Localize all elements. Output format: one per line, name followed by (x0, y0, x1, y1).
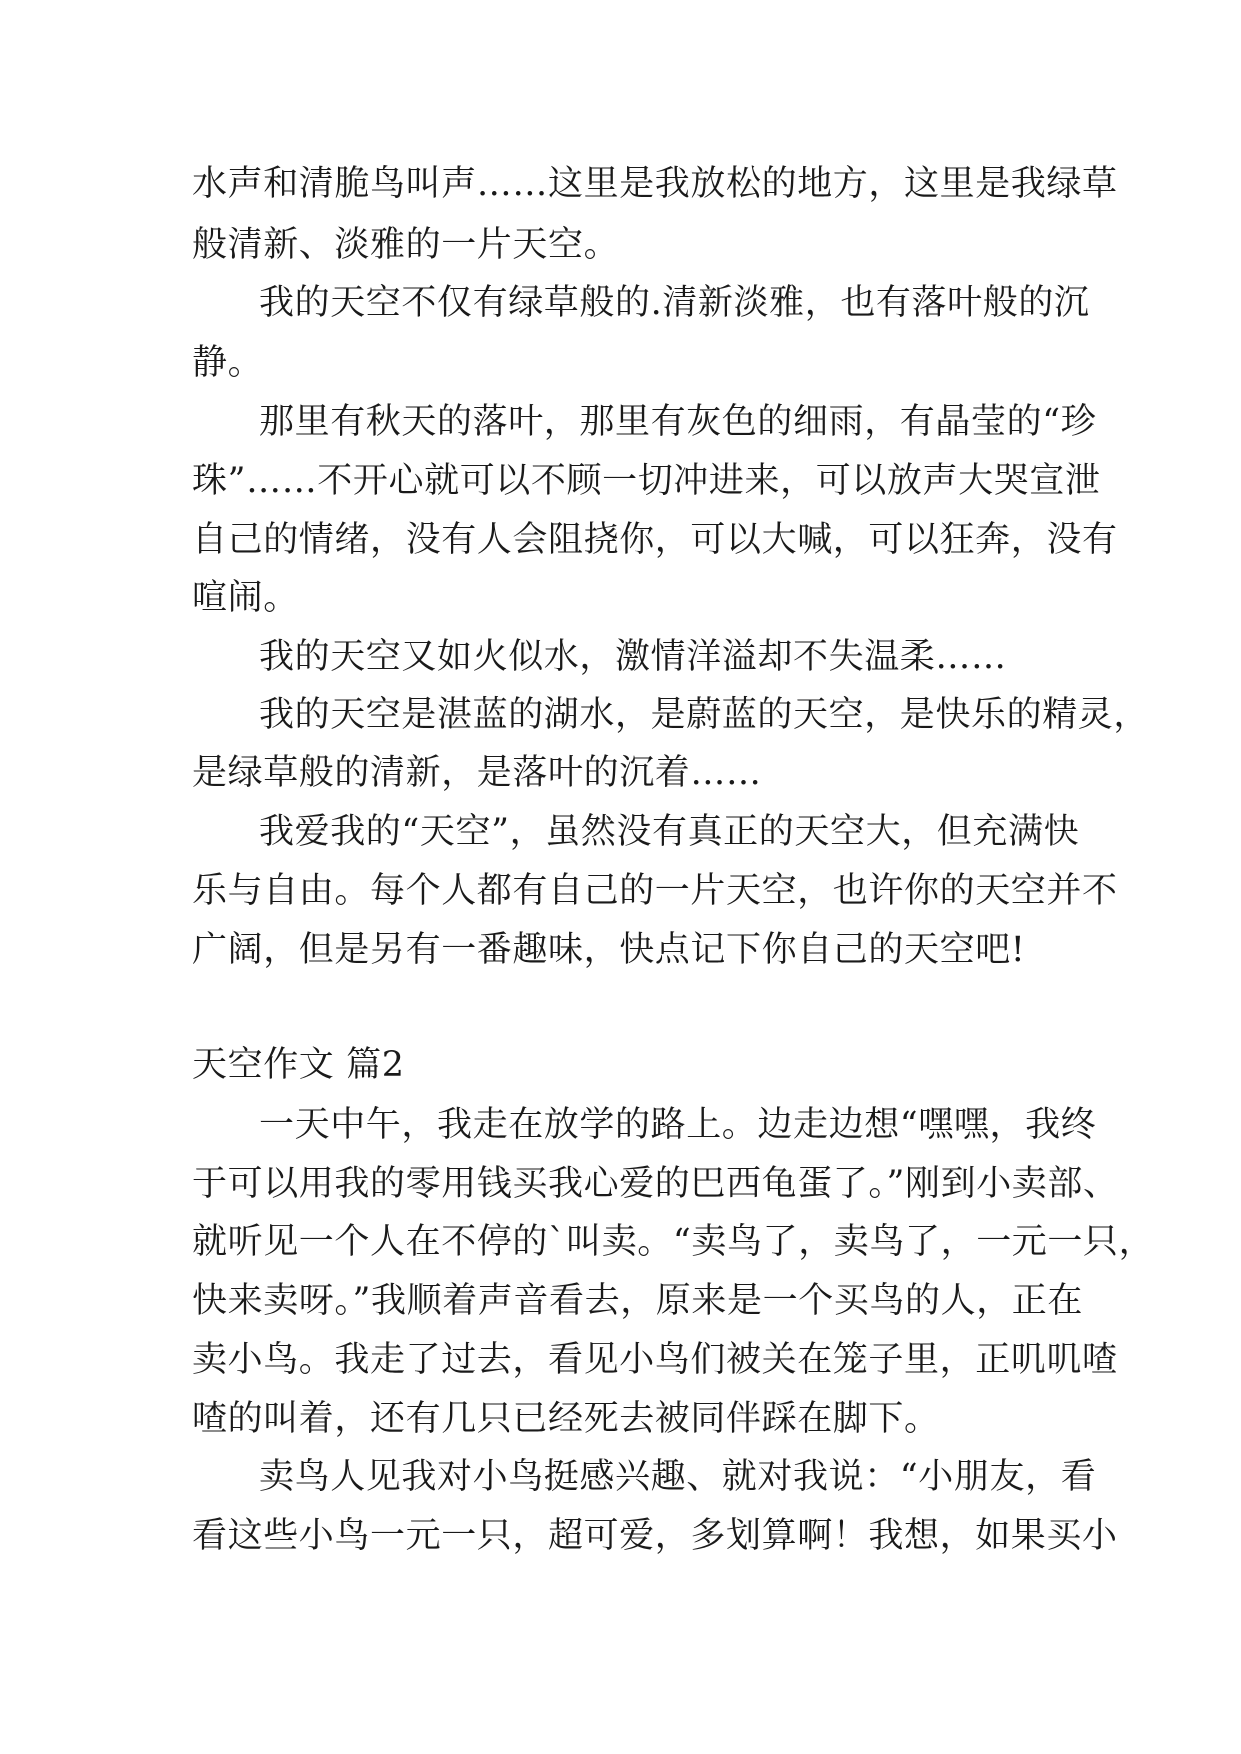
text-line: 静。 (192, 343, 264, 383)
text-line: 快来卖呀。”我顺着声音看去，原来是一个买鸟的人，正在 (192, 1281, 1083, 1321)
section-heading: 天空作文 篇2 (192, 1045, 405, 1085)
text-line: 自己的情绪，没有人会阻挠你，可以大喊，可以狂奔，没有 (192, 520, 1118, 560)
text-line: 喳的叫着，还有几只已经死去被同伴踩在脚下。 (192, 1399, 940, 1439)
text-line: 卖小鸟。我走了过去，看见小鸟们被关在笼子里，正叽叽喳 (192, 1340, 1118, 1380)
paragraph-start-line: 那里有秋天的落叶，那里有灰色的细雨，有晶莹的“珍 (259, 402, 1097, 442)
paragraph-start-line: 我的天空不仅有绿草般的.清新淡雅，也有落叶般的沉 (259, 283, 1090, 323)
text-line: 广阔，但是另有一番趣味，快点记下你自己的天空吧! (192, 930, 1026, 970)
text-line: 喧闹。 (192, 578, 299, 618)
text-line: 就听见一个人在不停的`叫卖。“卖鸟了，卖鸟了，一元一只， (192, 1222, 1155, 1262)
text-line: 乐与自由。每个人都有自己的一片天空，也许你的天空并不 (192, 871, 1118, 911)
paragraph-start-line: 我爱我的“天空”，虽然没有真正的天空大，但充满快 (259, 812, 1080, 852)
paragraph-start-line: 一天中午，我走在放学的路上。边走边想“嘿嘿，我终 (259, 1105, 1097, 1145)
paragraph-start-line: 我的天空又如火似水，激情洋溢却不失温柔…… (259, 637, 1007, 677)
text-line: 看这些小鸟一元一只，超可爱，多划算啊！我想，如果买小 (192, 1516, 1118, 1556)
paragraph-start-line: 卖鸟人见我对小鸟挺感兴趣、就对我说：“小朋友，看 (259, 1457, 1097, 1497)
paragraph-start-line: 我的天空是湛蓝的湖水，是蔚蓝的天空，是快乐的精灵， (259, 695, 1150, 735)
text-line: 水声和清脆鸟叫声……这里是我放松的地方，这里是我绿草 (192, 164, 1118, 204)
text-line: 于可以用我的零用钱买我心爱的巴西龟蛋了。”刚到小卖部、 (192, 1164, 1119, 1204)
text-line: 是绿草般的清新，是落叶的沉着…… (192, 753, 762, 793)
text-line: 珠”……不开心就可以不顾一切冲进来，可以放声大哭宣泄 (192, 461, 1101, 501)
text-line: 般清新、淡雅的一片天空。 (192, 225, 620, 265)
